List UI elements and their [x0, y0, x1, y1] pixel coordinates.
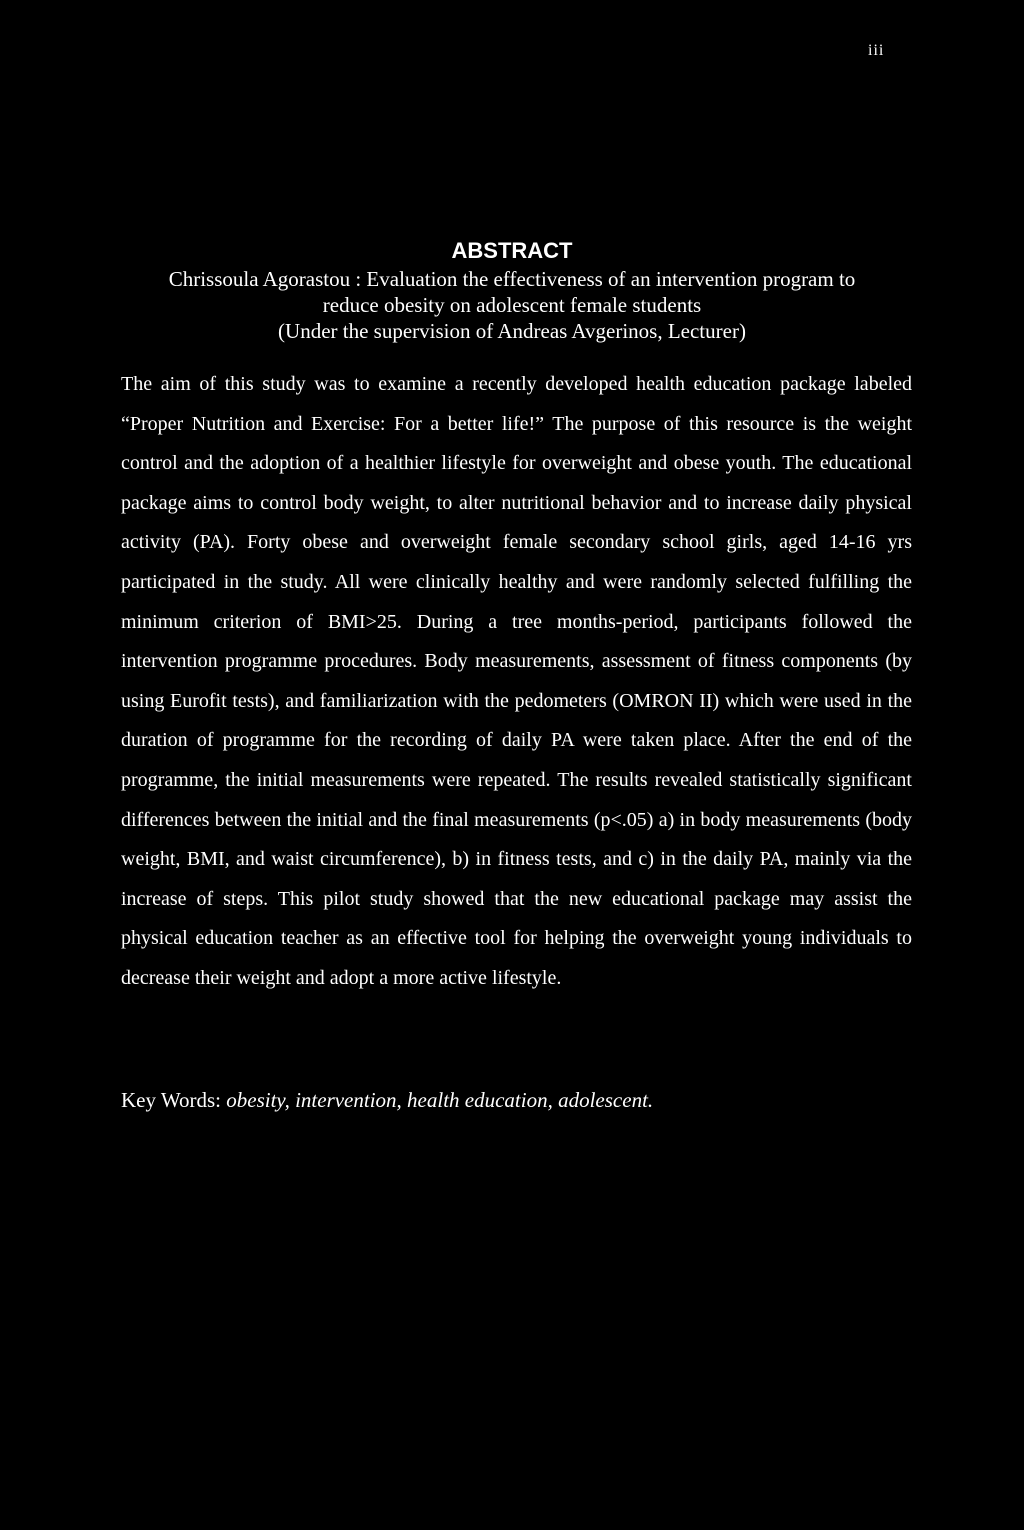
- keywords-label: Key Words:: [121, 1088, 227, 1112]
- abstract-header: [0, 236, 1024, 344]
- keywords-list: obesity, intervention, health education, adolescent.: [226, 1088, 654, 1112]
- abstract-body: The aim of this study was to examine a recently developed health education package labeled “Proper Nutrition and Exercise: For a better life!” The purpose of this resource is the weight control and the adoption of a healthier lifestyle for overweight and obese youth. The educational package aims to control body weight, to alter nutritional behavior and to increase daily physical activity (PA). Forty obese and overweight female secondary school girls, aged 14-16 yrs participated in the study. All were clinically healthy and were randomly selected fulfilling the minimum criterion of BMI>25. During a tree months-period, participants followed the intervention programme procedures. Body measurements, assessment of fitness components (by using Eurofit tests), and familiarization with the pedometers (OMRON II) which were used in the duration of programme for the recording of daily PA were taken place. After the end of the programme, the initial measurements were repeated. The results revealed statistically significant differences between the initial and the final measurements (p<.05) a) in body measurements (body weight, BMI, and waist circumference), b) in fitness tests, and c) in the daily PA, mainly via the increase of steps. This pilot study showed that the new educational package may assist the physical education teacher as an effective tool for helping the overweight young individuals to decrease their weight and adopt a more active lifestyle.: [121, 373, 912, 989]
- thesis-title-line-2: reduce obesity on adolescent female students: [322, 293, 702, 317]
- page-number: iii: [868, 42, 885, 59]
- thesis-title-line-1: Chrissoula Agorastou : Evaluation the effectiveness of an intervention program to: [168, 267, 856, 291]
- abstract-heading: ABSTRACT: [451, 238, 573, 263]
- keywords-line: [121, 1086, 912, 1114]
- supervision-line: (Under the supervision of Andreas Avgerinos, Lecturer): [278, 319, 746, 343]
